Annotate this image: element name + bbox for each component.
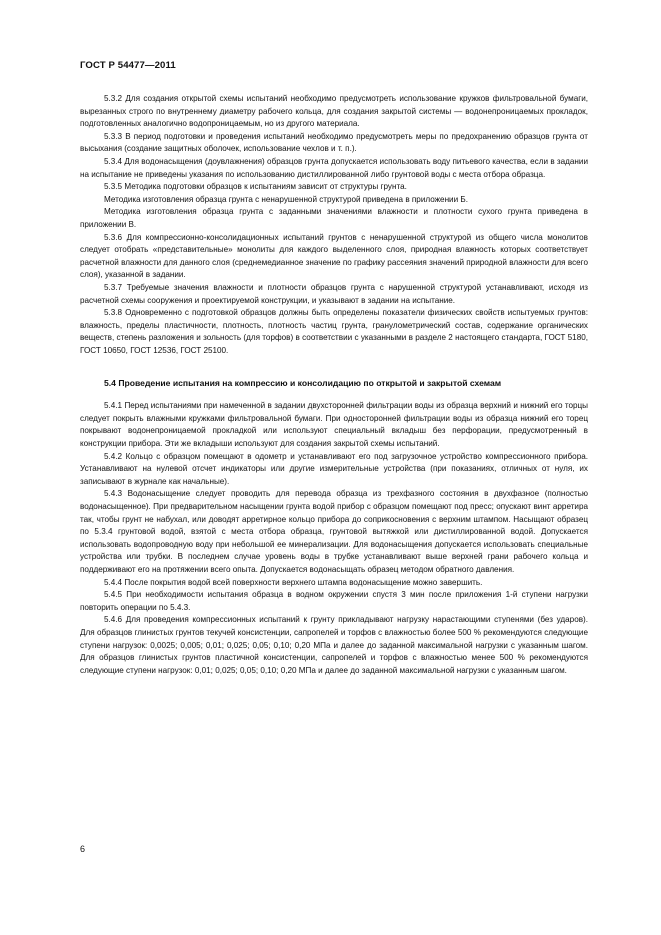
paragraph-5-3-4: 5.3.4 Для водонасыщения (доувлажнения) образцов грунта допускается использовать воду питьевого качества, если в задании на испытание не приведены указания по использованию дистиллированной либо грунтовой воды с места отбора образца.: [80, 156, 588, 179]
paragraph-5-4-3: 5.4.3 Водонасыщение следует проводить для перевода образца из трехфазного состояния в двухфазное (полностью водонасыщенное). При предварительном насыщении грунта водой прибор с образцом помещают под пресс; опускают винт арретира так, чтобы грунт не набухал, или доводят арретирное кольцо прибора до соприкосновения с верхним штампом. Насыщают образец по 5.3.4 грунтовой водой, взятой с места отбора образца, грунтовой вытяжкой или дистиллированной водой. Допускается использовать водопроводную воду при небольшой ее минерализации. Для водонасыщения допускается использовать специальные устройства или трубки. В последнем случае уровень воды в трубке устанавливают выше верхней грани рабочего кольца и поддерживают его на протяжении всего опыта. Допускается водонасыщать образец методом обратного давления.: [80, 489, 588, 574]
paragraph-5-4-2: 5.4.2 Кольцо с образцом помещают в одометр и устанавливают его под загрузочное устройство компрессионного прибора. Устанавливают на нулевой отсчет индикаторы или другие измерительные устройства (при показаниях, отличных от нуля, их записывают в журнале как начальные).: [80, 451, 588, 486]
paragraph-5-3-5: 5.3.5 Методика подготовки образцов к испытаниям зависит от структуры грунта.: [104, 182, 407, 192]
paragraph-5-4-1: 5.4.1 Перед испытаниями при намеченной в задании двухсторонней фильтрации воды из образца верхний и нижний его торцы следует покрыть влажными кружками фильтровальной бумаги. При односторонней фильтрации воды из образца нижний его торец покрывают водонепроницаемой прокладкой или используют специальный вкладыш без перфорации, предусмотренный в конструкции прибора. Эти же вкладыши используют для создания закрытой схемы испытаний.: [80, 401, 588, 449]
paragraph-5-4-6: 5.4.6 Для проведения компрессионных испытаний к грунту прикладывают нагрузку нарастающими ступенями (без ударов). Для образцов глинистых грунтов текучей консистенции, сапропелей и торфов с влажностью более 500 % рекомендуются следующие ступени нагрузок: 0,0025; 0,005; 0,01; 0,025; 0,05; 0,10; 0,20 МПа и далее до заданной максимальной нагрузки с указанным шагом. Для образцов глинистых грунтов пластичной консистенции, сапропелей и торфов с влажностью менее 500 % рекомендуются следующие ступени нагрузок: 0,01; 0,025; 0,05; 0,10; 0,20 МПа и далее до заданной максимальной нагрузки с указанным шагом.: [80, 615, 588, 675]
document-body: [80, 93, 588, 677]
paragraph-5-3-7: 5.3.7 Требуемые значения влажности и плотности образцов грунта с нарушенной структурой устанавливают, исходя из расчетной схемы сооружения и проектируемой конструкции, и указывают в задании на испытание.: [80, 282, 588, 305]
paragraph-5-3-2: 5.3.2 Для создания открытой схемы испытаний необходимо предусмотреть использование кружков фильтровальной бумаги, вырезанных строго по внутреннему диаметру рабочего кольца, для создания закрытой системы — водонепроницаемых прокладок, подготовленных аналогично водопроницаемым, но из другого материала.: [80, 94, 588, 129]
paragraph-5-4-4: 5.4.4 После покрытия водой всей поверхности верхнего штампа водонасыщение можно завершить.: [104, 577, 483, 587]
section-title-5-4: 5.4 Проведение испытания на компрессию и консолидацию по открытой и закрытой схемам: [104, 378, 502, 389]
paragraph-method-v: Методика изготовления образца грунта с заданными значениями влажности и плотности сухого грунта приведена в приложении В.: [80, 207, 588, 229]
document-header: ГОСТ Р 54477—2011: [80, 60, 176, 71]
page-number: 6: [80, 844, 86, 854]
paragraph-5-3-6: 5.3.6 Для компрессионно-консолидационных испытаний грунтов с ненарушенной структурой из общего числа монолитов следует отобрать «представительные» монолиты для каждого выделенного слоя, природная влажность которых соответствует расчетной влажности для данного слоя (среднемедианное значение по графику рассеяния значений природной влажности для всего слоя), указанной в задании.: [80, 232, 588, 280]
paragraph-method-b: Методика изготовления образца грунта с ненарушенной структурой приведена в приложении Б.: [104, 194, 468, 204]
paragraph-5-3-8: 5.3.8 Одновременно с подготовкой образцов должны быть определены показатели физических свойств испытуемых грунтов: влажность, пределы пластичности, плотность, плотность частиц грунта, гранулометрический состав, содержание органических веществ, степень разложения и зольность (для торфов) в соответствии с указанными в разделе 2 настоящего стандарта, ГОСТ 5180, ГОСТ 10650, ГОСТ 12536, ГОСТ 25100.: [80, 308, 588, 355]
paragraph-5-4-5: 5.4.5 При необходимости испытания образца в водном окружении спустя 3 мин после приложения 1-й ступени нагрузки повторить операции по 5.4.3.: [80, 590, 588, 612]
paragraph-5-3-3: 5.3.3 В период подготовки и проведения испытаний необходимо предусмотреть меры по предохранению образцов грунта от высыхания (создание защитных оболочек, использование чехлов и т. п.).: [80, 131, 588, 154]
